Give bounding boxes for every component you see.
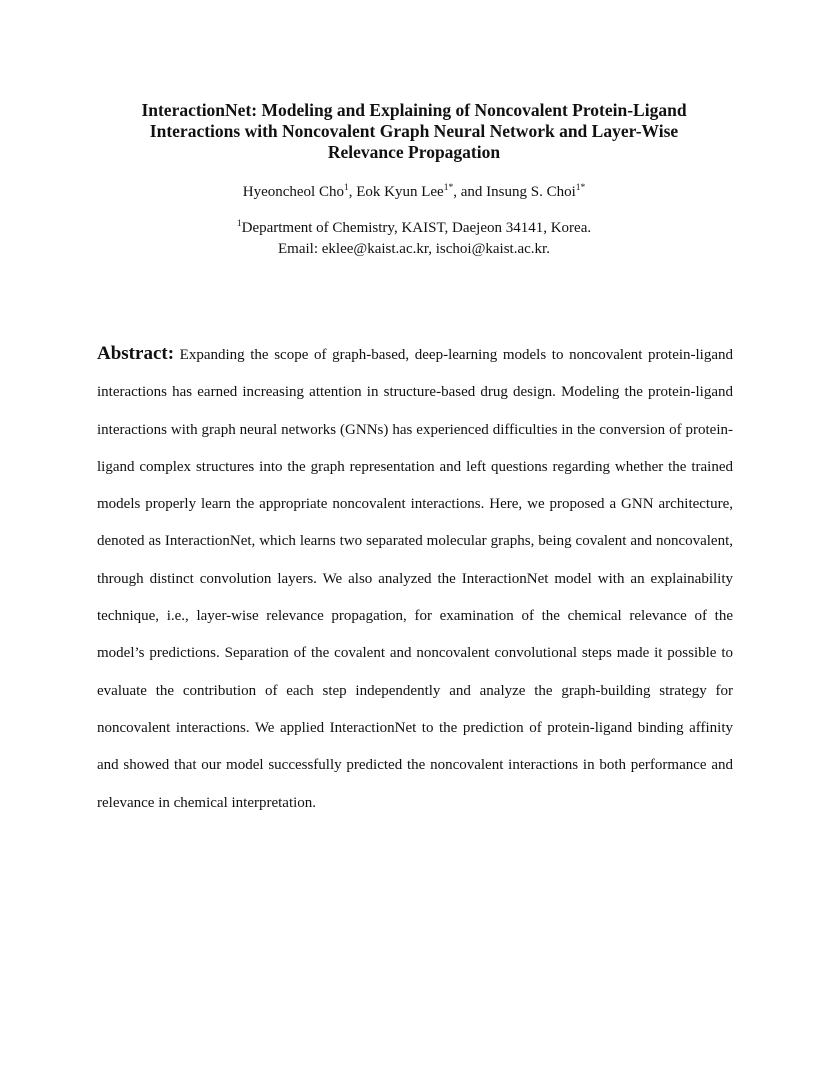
author-name: Hyeoncheol Cho — [242, 184, 344, 200]
abstract-label: Abstract: — [97, 343, 175, 364]
paper-title — [80, 100, 748, 163]
affiliation-mark: 1 — [236, 219, 242, 229]
author-name: Insung S. Choi — [486, 184, 576, 200]
author-affiliation-mark: 1 — [343, 183, 349, 193]
author-affiliation-mark: 1* — [443, 183, 454, 193]
affiliation-text: Department of Chemistry, KAIST, Daejeon 34141, Korea. — [241, 220, 592, 236]
abstract — [97, 335, 733, 822]
affiliation-block — [80, 218, 748, 260]
title-line: Relevance Propagation — [327, 142, 501, 162]
title-line: InteractionNet: Modeling and Explaining of Noncovalent Protein-Ligand — [141, 100, 687, 120]
affiliation-line — [80, 218, 748, 239]
abstract-text: Expanding the scope of graph-based, deep-learning models to noncovalent protein-ligand interactions has earned increasing attention in structure-based drug design. Modeling the protein-ligand interactions with graph neural networks (GNNs) has experienced difficulties in the conversion of protein-ligand complex structures into the graph representation and left questions regarding whether the trained models properly learn the appropriate noncovalent interactions. Here, we proposed a GNN architecture, denoted as InteractionNet, which learns two separated molecular graphs, being covalent and noncovalent, through distinct convolution layers. We also analyzed the InteractionNet model with an explainability technique, i.e., layer-wise relevance propagation, for examination of the chemical relevance of the model’s predictions. Separation of the covalent and noncovalent convolutional steps made it possible to evaluate the contribution of each step independently and analyze the graph-building strategy for noncovalent interactions. We applied InteractionNet to the prediction of protein-ligand binding affinity and showed that our model successfully predicted the noncovalent interactions in both performance and relevance in chemical interpretation. — [97, 347, 734, 811]
author-separator: , — [348, 184, 357, 200]
author-name: Eok Kyun Lee — [356, 184, 444, 200]
author-list — [80, 182, 748, 202]
contact-email: Email: eklee@kaist.ac.kr, ischoi@kaist.ac.kr. — [278, 241, 550, 257]
author-affiliation-mark: 1* — [575, 183, 586, 193]
author-separator: , and — [453, 184, 487, 200]
title-line: Interactions with Noncovalent Graph Neural Network and Layer-Wise — [149, 121, 679, 141]
